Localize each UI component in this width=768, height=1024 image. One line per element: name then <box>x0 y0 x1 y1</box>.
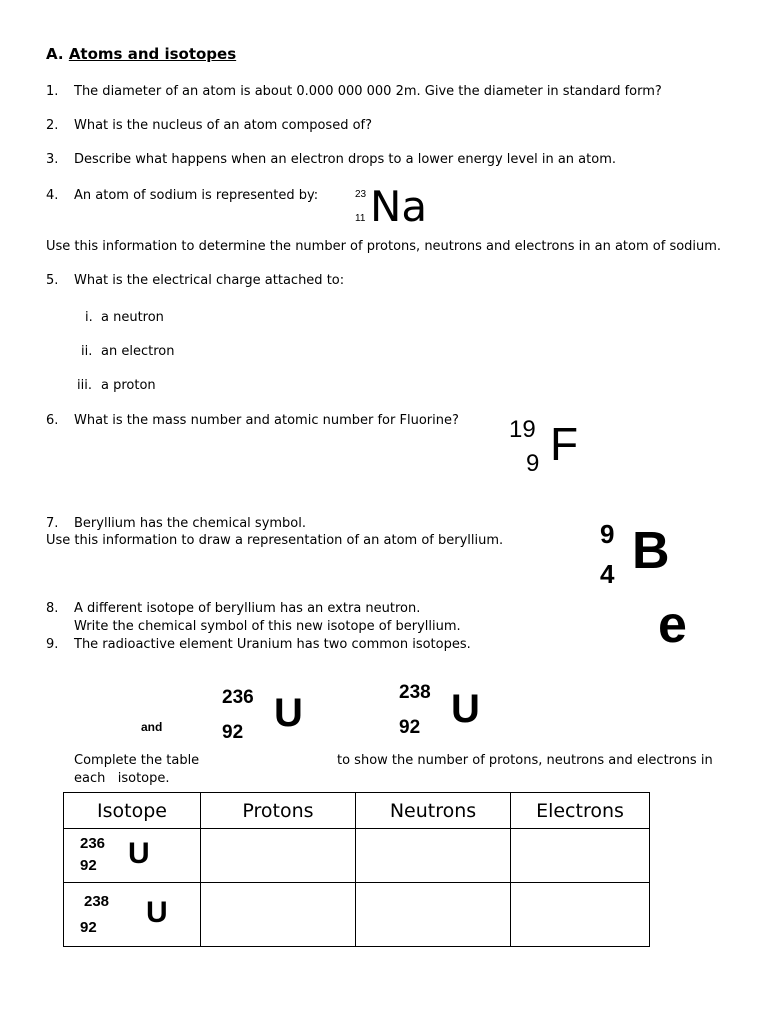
sodium-mass-number: 23 <box>355 189 367 200</box>
question-6-text: What is the mass number and atomic number for Fluorine? <box>74 413 459 428</box>
instruction-part-a: Complete the table <box>74 753 200 768</box>
question-4-text: An atom of sodium is represented by: <box>74 188 319 203</box>
instruction-part-c: each isotope. <box>74 771 170 786</box>
electrons-cell[interactable] <box>511 829 650 883</box>
neutrons-cell[interactable] <box>356 829 511 883</box>
subitem-number: i. <box>85 310 93 325</box>
question-1-text: The diameter of an atom is about 0.000 000 000 2m. Give the diameter in standard form? <box>74 84 662 99</box>
beryllium-atomic-number: 4 <box>600 559 615 589</box>
beryllium-symbol <box>596 515 706 654</box>
beryllium-mass-number: 9 <box>600 519 615 549</box>
fluorine-symbol <box>508 416 588 480</box>
fluorine-element-symbol: F <box>550 418 579 470</box>
row-symbol: U <box>128 837 150 870</box>
row-symbol: U <box>146 896 168 929</box>
question-5-text: What is the electrical charge attached to: <box>74 273 345 288</box>
section-heading: Atoms and isotopes <box>68 45 237 63</box>
protons-cell[interactable] <box>201 883 356 947</box>
question-2-text: What is the nucleus of an atom composed of? <box>74 118 373 133</box>
beryllium-symbol-b: B <box>632 522 670 580</box>
subitem-text: a neutron <box>101 310 164 325</box>
question-5-number: 5. <box>46 273 59 288</box>
question-7-followup: Use this information to draw a representation of an atom of beryllium. <box>46 533 504 548</box>
question-9-text: The radioactive element Uranium has two common isotopes. <box>74 637 471 652</box>
question-7-text: Beryllium has the chemical symbol. <box>74 516 307 531</box>
question-3-text: Describe what happens when an electron drops to a lower energy level in an atom. <box>74 152 616 167</box>
neutrons-cell[interactable] <box>356 883 511 947</box>
question-7-number: 7. <box>46 516 59 531</box>
beryllium-symbol-e: e <box>658 596 687 654</box>
uranium-238-element: U <box>451 687 480 731</box>
isotope-table <box>63 792 650 947</box>
question-8-text: A different isotope of beryllium has an extra neutron. <box>74 601 421 616</box>
table-header-row <box>64 793 650 829</box>
question-number: 1. <box>46 84 59 99</box>
section-title <box>46 45 236 63</box>
fluorine-atomic-number: 9 <box>526 450 540 477</box>
subitem-number: ii. <box>81 344 93 359</box>
question-4-number: 4. <box>46 188 59 203</box>
instruction-part-b: to show the number of protons, neutrons and electrons in <box>337 753 713 768</box>
electrons-cell[interactable] <box>511 883 650 947</box>
header-isotope: Isotope <box>64 793 201 829</box>
row-mass: 238 <box>84 893 110 910</box>
header-neutrons: Neutrons <box>356 793 511 829</box>
protons-cell[interactable] <box>201 829 356 883</box>
question-8-number: 8. <box>46 601 59 616</box>
question-8-followup: Write the chemical symbol of this new isotope of beryllium. <box>74 619 461 634</box>
row-atomic: 92 <box>80 919 97 936</box>
question-3-number: 3. <box>46 152 59 167</box>
subitem-number: iii. <box>77 378 92 393</box>
row-atomic: 92 <box>80 857 97 874</box>
uranium-236-element: U <box>274 691 303 735</box>
and-label: and <box>141 720 163 734</box>
fluorine-mass-number: 19 <box>509 416 536 443</box>
sodium-symbol <box>354 183 444 231</box>
question-2-number: 2. <box>46 118 59 133</box>
uranium-236-symbol <box>221 684 321 748</box>
isotope-cell <box>64 883 201 947</box>
question-4-followup: Use this information to determine the number of protons, neutrons and electrons in an atom of sodium. <box>46 239 722 254</box>
question-6-number: 6. <box>46 413 59 428</box>
subitem-text: an electron <box>101 344 175 359</box>
uranium-236-mass: 236 <box>222 687 254 708</box>
header-protons: Protons <box>201 793 356 829</box>
sodium-element-symbol: Na <box>370 182 428 231</box>
row-mass: 236 <box>80 835 106 852</box>
uranium-238-mass: 238 <box>399 682 431 703</box>
sodium-atomic-number: 11 <box>355 213 366 224</box>
header-electrons: Electrons <box>511 793 650 829</box>
uranium-238-symbol <box>398 680 498 744</box>
section-letter: A. <box>46 45 64 63</box>
question-1 <box>46 84 58 99</box>
question-9-number: 9. <box>46 637 59 652</box>
table-row <box>64 883 650 947</box>
isotope-cell <box>64 829 201 883</box>
uranium-236-atomic: 92 <box>222 722 244 743</box>
uranium-238-atomic: 92 <box>399 717 421 738</box>
subitem-text: a proton <box>101 378 156 393</box>
table-row <box>64 829 650 883</box>
